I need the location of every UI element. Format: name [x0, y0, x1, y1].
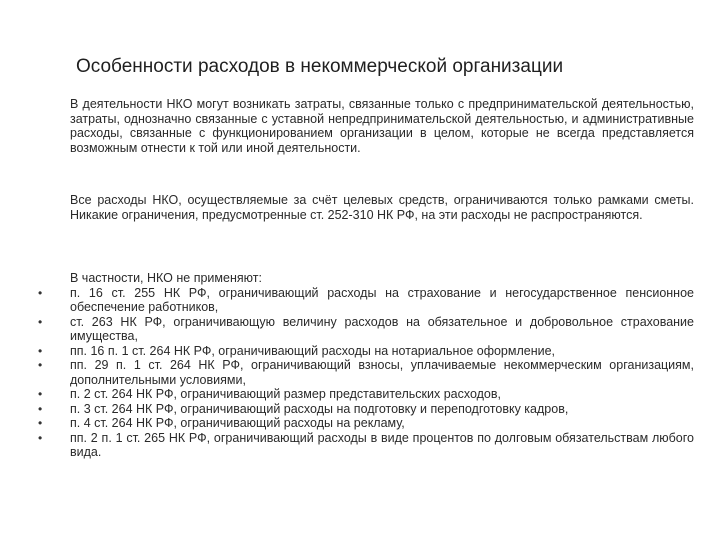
bullet-icon: •	[38, 285, 43, 300]
list-item-text: пп. 16 п. 1 ст. 264 НК РФ, ограничивающий расходы на нотариальное оформление,	[70, 343, 556, 358]
slide-title: Особенности расходов в некоммерческой организации	[76, 56, 564, 77]
list-item-text: п. 3 ст. 264 НК РФ, ограничивающий расходы на подготовку и переподготовку кадров,	[70, 401, 569, 416]
bullet-icon: •	[38, 358, 43, 372]
bullet-icon: •	[38, 314, 43, 329]
bullet-icon: •	[38, 430, 43, 445]
bullet-icon: •	[38, 343, 43, 358]
list-item	[38, 358, 694, 387]
list-intro: В частности, НКО не применяют:	[70, 271, 262, 285]
list-item-text: пп. 2 п. 1 ст. 265 НК РФ, ограничивающий расходы в виде процентов по долговым обязательствам любого вида.	[70, 430, 694, 459]
list-item	[38, 416, 694, 431]
list-item-text: пп. 29 п. 1 ст. 264 НК РФ, ограничивающий взносы, уплачиваемые некоммерческим организациям, дополнительными условиями,	[70, 358, 694, 387]
bullet-icon: •	[38, 416, 43, 430]
list-item-text: п. 4 ст. 264 НК РФ, ограничивающий расходы на рекламу,	[70, 416, 405, 430]
restrictions-list	[38, 285, 694, 460]
bullet-icon: •	[38, 387, 43, 401]
list-item-text: п. 2 ст. 264 НК РФ, ограничивающий размер представительских расходов,	[70, 387, 501, 401]
list-item-text: п. 16 ст. 255 НК РФ, ограничивающий расходы на страхование и негосударственное пенсионное обеспечение работников,	[70, 285, 694, 314]
bullet-icon: •	[38, 401, 43, 416]
paragraph-target-funds: Все расходы НКО, осуществляемые за счёт целевых средств, ограничиваются только рамками сметы. Никакие ограничения, предусмотренные ст. 252-310 НК РФ, на эти расходы не распространяются.	[70, 193, 694, 222]
list-item-text: ст. 263 НК РФ, ограничивающую величину расходов на обязательное и добровольное страхование имущества,	[70, 314, 694, 343]
list-item	[38, 387, 694, 402]
list-item	[38, 314, 694, 344]
list-item	[38, 401, 694, 417]
list-item	[38, 285, 694, 315]
list-item	[38, 343, 694, 359]
paragraph-activities: В деятельности НКО могут возникать затраты, связанные только с предпринимательской деятельностью, затраты, однозначно связанные с уставной непредпринимательской деятельностью, и административные расходы, связанные с функционированием организации в целом, которые не всегда представляется возможным отнести к той или иной деятельности.	[70, 97, 694, 155]
list-item	[38, 430, 694, 460]
